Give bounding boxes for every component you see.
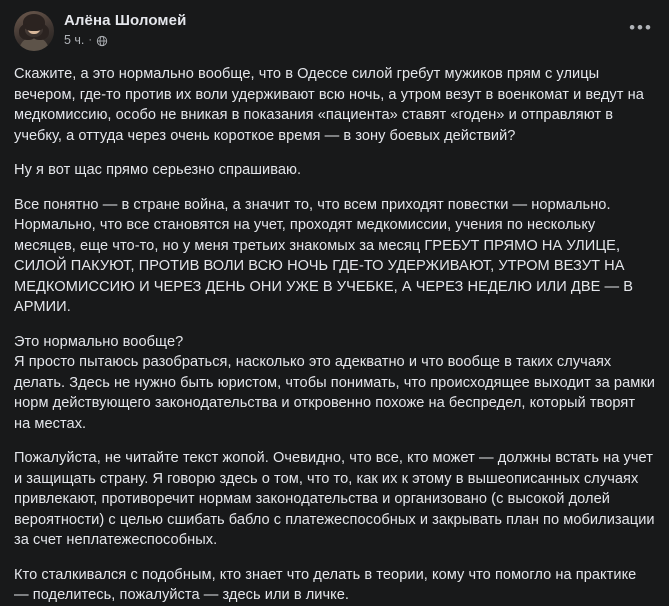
avatar-body — [19, 37, 49, 51]
post-paragraph: Кто сталкивался с подобным, кто знает что делать в теории, кому что помогло на практике — поделитесь, пожалуйста — здесь или в личке. — [14, 566, 637, 603]
post-header — [14, 10, 655, 58]
author-name[interactable]: Алёна Шоломей — [64, 12, 187, 29]
post-more-options-button[interactable]: ••• — [629, 18, 653, 37]
post-paragraph: Я просто пытаюсь разобраться, насколько это адекватно и что вообще в таких случаях делать. Здесь не нужно быть юристом, чтобы понимать, что происходящее выходит за рамки норм действующего законодательства и откровенно похоже на беспредел, который творят на местах. — [14, 354, 655, 432]
post-paragraph: Ну я вот щас прямо серьезно спрашиваю. — [14, 162, 302, 178]
post-timestamp[interactable]: 5 ч. — [64, 33, 85, 47]
avatar[interactable] — [14, 11, 54, 51]
post-paragraph: Скажите, а это нормально вообще, что в Одессе силой гребут мужиков прям с улицы вечером, где-то против их воли удерживают всю ночь, а утром везут в военкомат и ведут на медкомиссию, особо не вникая в показания «пациента» ставят «годен» и отправляют в учебку, а оттуда через очень короткое время — в зону боевых действий? — [14, 66, 644, 144]
post-paragraph: Это нормально вообще? — [14, 333, 184, 350]
post-paragraph: Пожалуйста, не читайте текст жопой. Очевидно, что все, кто может — должны встать на учет и защищать страну. Я говорю здесь о том, что то, как их к этому в вышеописанных случаях привлекают, противоречит нормам законодательства и организовано (с высокой долей вероятности) с целью сшибать бабло с платежеспособных и закрывать план по мобилизации за счет неплатежеспособных. — [14, 450, 655, 548]
globe-icon — [96, 35, 108, 47]
post-body — [14, 64, 655, 606]
avatar-hair — [23, 14, 45, 31]
meta-separator: · — [88, 34, 93, 46]
post-meta — [64, 33, 186, 48]
post-paragraph: Все понятно — в стране война, а значит то, что всем приходят повестки — нормально. Нормально, что все становятся на учет, проходят медкомиссии, учения по нескольку месяцев, еще что-то, но у меня третьих знакомых за месяц ГРЕБУТ ПРЯМО НА УЛИЦЕ, СИЛОЙ ПАКУЮТ, ПРОТИВ ВОЛИ ВСЮ НОЧЬ ГДЕ-ТО УДЕРЖИВАЮТ, УТРОМ ВЕЗУТ НА МЕДКОМИССИЮ И ЧЕРЕЗ ДЕНЬ ОНИ УЖЕ В УЧЕБКЕ, А ЧЕРЕЗ НЕДЕЛЮ ИЛИ ДВЕ — В АРМИИ. — [14, 196, 634, 315]
post-header-text — [64, 10, 186, 48]
